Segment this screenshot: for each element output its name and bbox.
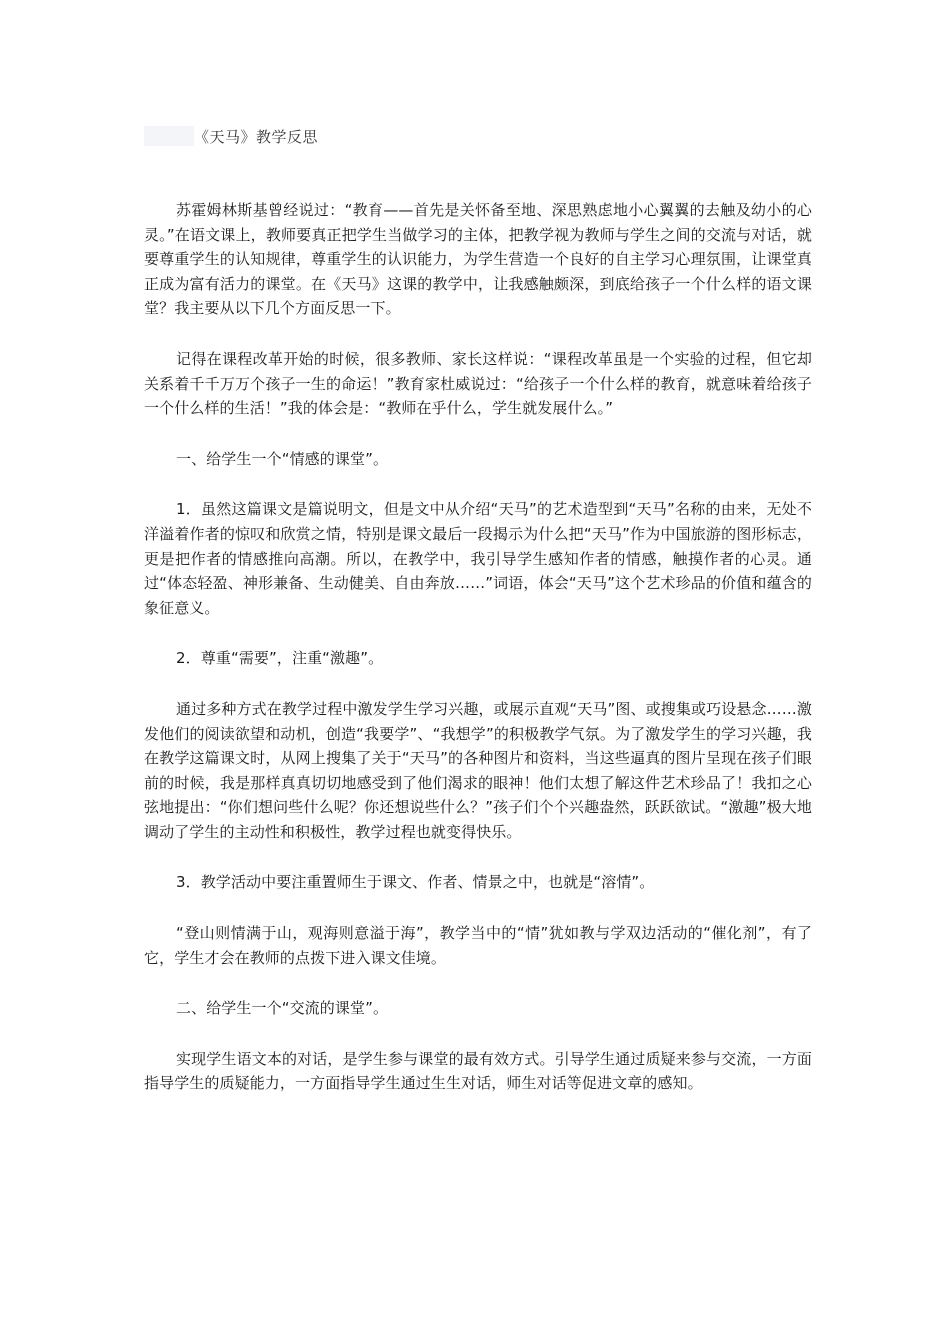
paragraph-curriculum-reform: 记得在课程改革开始的时候，很多教师、家长这样说：“课程改革虽是一个实验的过程，但它却关系着千千万万个孩子一生的命运！”教育家杜威说过：“给孩子一个什么样的教育，就意味着给孩子一个什么样的生活！”我的体会是：“教师在乎什么，学生就发展什么。” xyxy=(144,349,812,418)
section-heading-communication: 二、给学生一个“交流的课堂”。 xyxy=(176,999,389,1018)
paragraph-interest: 通过多种方式在教学过程中激发学生学习兴趣，或展示直观“天马”图、或搜集或巧设悬念……激发他们的阅读欲望和动机，创造“我要学”、“我想学”的积极教学气氛。为了激发学生的学习兴趣，我在教学这篇课文时，从网上搜集了关于“天马”的各种图片和资料，当这些逼真的图片呈现在孩子们眼前的时候，我是那样真真切切地感受到了他们渴求的眼神！他们太想了解这件艺术珍品了！我扣之心弦地提出：“你们想问些什么呢？你还想说些什么？”孩子们个个兴趣盎然，跃跃欲试。“激趣”极大地调动了学生的主动性和积极性，教学过程也就变得快乐。 xyxy=(144,699,812,841)
paragraph-dialogue: 实现学生语文本的对话，是学生参与课堂的最有效方式。引导学生通过质疑来参与交流，一方面指导学生的质疑能力，一方面指导学生通过生生对话，师生对话等促进文章的感知。 xyxy=(144,1049,812,1093)
title-highlight xyxy=(144,126,194,146)
subheading-point-3: 3．教学活动中要注重置师生于课文、作者、情景之中，也就是“溶情”。 xyxy=(176,873,655,892)
title-row xyxy=(144,124,318,148)
document-body xyxy=(144,198,812,1122)
subheading-point-2: 2．尊重“需要”，注重“激趣”。 xyxy=(176,649,384,668)
section-heading-emotion: 一、给学生一个“情感的课堂”。 xyxy=(176,449,389,468)
paragraph-point-1: 1．虽然这篇课文是篇说明文，但是文中从介绍“天马”的艺术造型到“天马”名称的由来，无处不洋溢着作者的惊叹和欣赏之情，特别是课文最后一段揭示为什么把“天马”作为中国旅游的图形标志，更是把作者的情感推向高潮。所以，在教学中，我引导学生感知作者的情感，触摸作者的心灵。通过“体态轻盈、神形兼备、生动健美、自由奔放……”词语，体会“天马”这个艺术珍品的价值和蕴含的象征意义。 xyxy=(144,500,812,617)
document-title: 《天马》教学反思 xyxy=(194,127,319,146)
paragraph-intro: 苏霍姆林斯基曾经说过：“教育——首先是关怀备至地、深思熟虑地小心翼翼的去触及幼小的心灵。”在语文课上，教师要真正把学生当做学习的主体，把教学视为教师与学生之间的交流与对话，就要尊重学生的认知规律，尊重学生的认识能力，为学生营造一个良好的自主学习心理氛围，让课堂真正成为富有活力的课堂。在《天马》这课的教学中，让我感触颇深，到底给孩子一个什么样的语文课堂？我主要从以下几个方面反思一下。 xyxy=(144,201,812,318)
paragraph-catalyst: “登山则情满于山，观海则意溢于海”，教学当中的“情”犹如教与学双边活动的“催化剂”，有了它，学生才会在教师的点拨下进入课文佳境。 xyxy=(144,924,812,967)
